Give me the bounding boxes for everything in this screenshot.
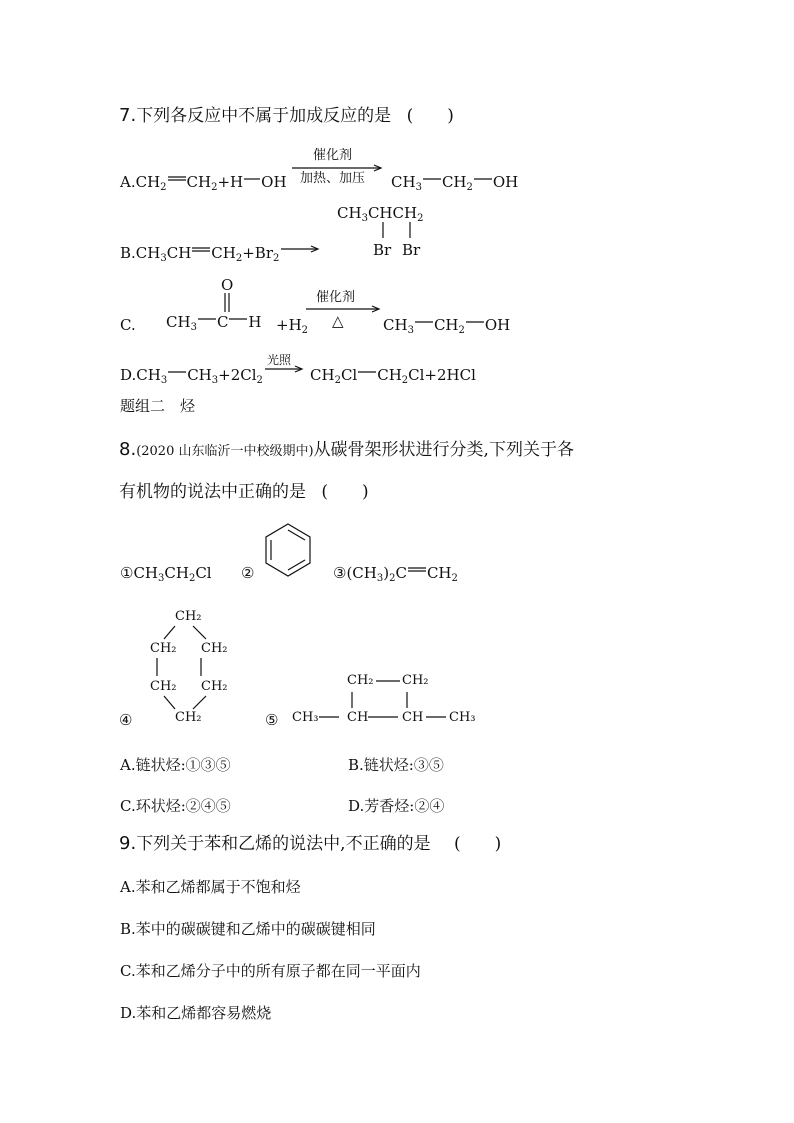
q8-ring5-ch2-left: CH₂ <box>347 673 374 688</box>
q7-c-plus-h2: $+H_2$ <box>276 316 309 336</box>
formula-part: CH <box>164 564 189 582</box>
formula-part: CH <box>186 173 212 191</box>
q9-answer-paren: ( ) <box>454 834 502 854</box>
q8-ring5-ch2-right: CH₂ <box>402 673 429 688</box>
q8-source: (2020 山东临沂一中校级期中) <box>136 444 314 459</box>
q8-item2-label: ② <box>241 564 255 582</box>
q8-text-1: 从碳骨架形状进行分类,下列关于各 <box>313 440 574 460</box>
option-label: B. <box>120 244 136 262</box>
q9-option-d: D.苯和乙烯都容易燃烧 <box>120 1004 272 1022</box>
q7-c-arrow <box>306 305 384 315</box>
q9-option-b: B.苯中的碳碳键和乙烯中的碳碳键相同 <box>120 920 376 938</box>
formula-part: +Br <box>242 244 273 262</box>
q8-stem-line1 <box>119 441 574 461</box>
q7-text: 下列各反应中不属于加成反应的是 <box>136 106 392 126</box>
formula-part: CH <box>166 244 192 262</box>
q7-c-heat: △ <box>332 312 344 330</box>
q7-c-oxygen: O <box>221 276 234 294</box>
q7-option-c-label: C. <box>120 316 136 334</box>
formula-part: ) <box>383 564 390 582</box>
formula-part: ③(CH <box>333 564 377 582</box>
q8-item1: $①CH_3CH_2Cl$ <box>120 564 212 584</box>
q8-item5-label: ⑤ <box>265 711 279 729</box>
benzene-ring-icon <box>262 522 314 580</box>
q8-ring4-ch2: CH₂ <box>175 710 202 725</box>
q8-ring4-ch2: CH₂ <box>175 609 202 624</box>
q7-d-arrow <box>265 365 307 375</box>
q7-option-a-reactants: $A.CH_2$ $CH_2+H$ OH <box>120 173 287 193</box>
option-label: D. <box>120 366 137 384</box>
q7-b-arrow <box>281 245 321 255</box>
formula-part: CH <box>136 366 161 384</box>
formula-part: OH <box>492 173 519 191</box>
formula-part: CH <box>135 244 161 262</box>
formula-part: CH <box>383 316 408 334</box>
formula-part: Cl <box>340 366 358 384</box>
section-title: 题组二 烃 <box>120 397 196 415</box>
q7-c-aldehyde: $CH_3$ C H <box>166 313 262 333</box>
q8-option-b: B.链状烃:③⑤ <box>348 756 444 774</box>
q7-b-product-top: $CH_3CHCH_2$ <box>337 204 424 224</box>
formula-part: H <box>248 313 262 331</box>
q8-ring5-ch-left: CH <box>347 710 369 725</box>
formula-part: CH <box>310 366 335 384</box>
q8-ring4-ch2: CH₂ <box>201 641 228 656</box>
formula-part: CH <box>211 244 236 262</box>
q7-b-bonds <box>380 222 430 242</box>
q8-text-2: 有机物的说法中正确的是 <box>119 482 306 502</box>
q8-stem-line2 <box>119 483 369 501</box>
q8-ring4-ch2: CH₂ <box>201 679 228 694</box>
formula-part: CH <box>166 313 191 331</box>
q8-answer-paren: ( ) <box>321 482 369 502</box>
formula-part: CH <box>441 173 467 191</box>
q7-option-a-product: $CH_3$ $CH_2$ OH <box>391 173 519 193</box>
q7-option-d-product: $CH_2Cl$ $CH_2Cl+2HCl$ <box>310 366 476 386</box>
q7-stem <box>119 107 454 125</box>
q7-b-br1: Br <box>373 241 392 259</box>
q8-ring4-ch2: CH₂ <box>150 679 177 694</box>
q8-number: 8. <box>119 439 137 460</box>
q7-a-catalyst: 催化剂 <box>313 148 353 163</box>
formula-part: CH <box>337 204 362 222</box>
formula-part: OH <box>261 173 287 191</box>
q7-d-light: 光照 <box>267 353 292 367</box>
q7-answer-paren: ( ) <box>406 106 454 126</box>
q8-ring4-bonds <box>148 620 238 730</box>
formula-part: CH <box>391 173 416 191</box>
q7-c-catalyst: 催化剂 <box>316 290 356 305</box>
q8-item3: $③(CH_3)_2C$ $CH_2$ <box>333 564 458 584</box>
formula-part: OH <box>484 316 511 334</box>
q7-b-br2: Br <box>402 241 421 259</box>
q7-option-b-reactants: $B.CH_3CH$ $CH_2+Br_2$ <box>120 244 280 264</box>
formula-part: CH <box>377 366 402 384</box>
q8-ring5-ch3-left: CH₃ <box>292 710 319 725</box>
q9-option-a: A.苯和乙烯都属于不饱和烃 <box>120 878 301 896</box>
formula-part: C <box>216 313 229 331</box>
formula-part: ①CH <box>120 564 159 582</box>
q9-option-c: C.苯和乙烯分子中的所有原子都在同一平面内 <box>120 962 421 980</box>
q9-stem <box>119 835 501 853</box>
q8-option-d: D.芳香烃:②④ <box>348 797 445 815</box>
formula-part: CH <box>187 366 212 384</box>
q8-ring5-ch3-right: CH₃ <box>449 710 476 725</box>
formula-part: +H <box>276 316 302 334</box>
q7-option-d: $D.CH_3$ $CH_3+2Cl_2$ <box>120 366 263 386</box>
formula-part: CH <box>433 316 459 334</box>
q8-ring4-ch2: CH₂ <box>150 641 177 656</box>
q8-ring5-ch-right: CH <box>402 710 424 725</box>
formula-part: Cl <box>195 564 212 582</box>
q8-item4-label: ④ <box>119 711 133 729</box>
formula-part: CH <box>135 173 161 191</box>
formula-part: CHCH <box>367 204 418 222</box>
q7-option-c-product: $CH_3$ $CH_2$ OH <box>383 316 511 336</box>
q9-number: 9. <box>119 833 137 854</box>
q8-option-a: A.链状烃:①③⑤ <box>120 756 231 774</box>
q8-option-c: C.环状烃:②④⑤ <box>120 797 231 815</box>
formula-part: +2Cl <box>218 366 257 384</box>
option-label: A. <box>120 173 136 191</box>
q7-c-carbonyl-bond <box>223 293 233 315</box>
q7-a-condition: 加热、加压 <box>300 171 366 186</box>
q9-text: 下列关于苯和乙烯的说法中,不正确的是 <box>136 834 431 854</box>
formula-part: +H <box>217 173 244 191</box>
formula-part: CH <box>426 564 452 582</box>
q7-number: 7. <box>119 105 137 126</box>
formula-part: C <box>395 564 407 582</box>
formula-part: Cl+2HCl <box>408 366 476 384</box>
